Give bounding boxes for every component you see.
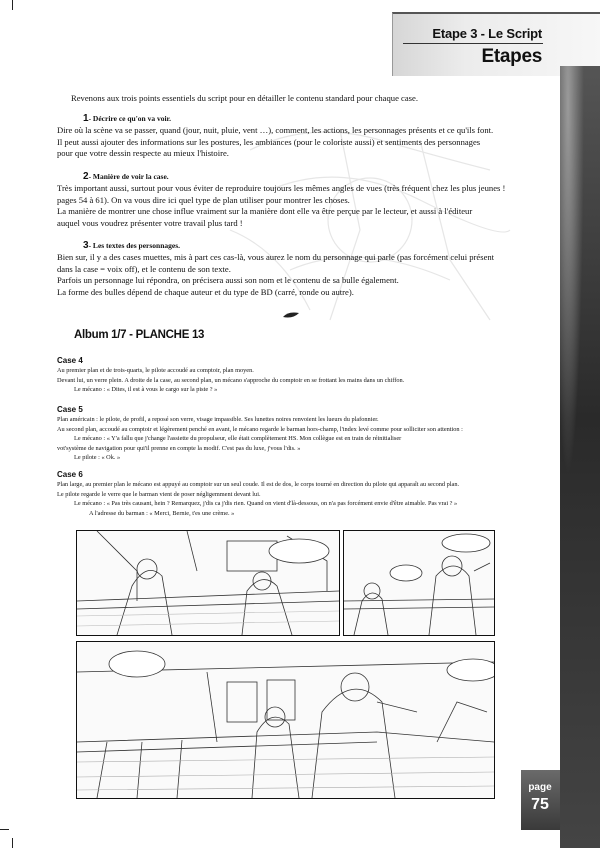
case-5-body (57, 415, 567, 463)
section-3-line: Bien sur, il y a des cases muettes, mis à part ces cas-là, vous aurez le nom du personnage qui parle (pas forcément celui présent (57, 252, 495, 263)
section-2-title (83, 171, 557, 182)
case-4-line: Devant lui, un verre plein. A droite de la case, au second plan, un mécano s'approche du comptoir en se frottant les mains dans un chiffon. (57, 376, 405, 384)
speech-bubble (269, 539, 329, 563)
crop-mark-top-left (12, 0, 13, 10)
header-divider (403, 43, 543, 44)
case-5-line: Plan américain : le pilote, de profil, a reposé son verre, visage impassible. Ses lunettes noires renvoient les lueurs du plafonnier. (57, 416, 379, 423)
section-3-line: dans la case = voix off), et le contenu de son texte. (57, 263, 231, 274)
case-5-line: Au second plan, accoudé au comptoir et légèrement penché en avant, le mécano regarde le barman hors-champ, l'index levé comme pour solliciter son attention : (57, 425, 463, 433)
section-3-heading: - Les textes des personnages. (88, 241, 181, 250)
case-5-title: Case 5 (57, 405, 83, 414)
comic-panel-case-5 (343, 530, 495, 636)
section-1-number: 1 (83, 113, 89, 124)
section-3-line: La forme des bulles dépend de chaque auteur et du type de BD (carré, ronde ou autre). (57, 286, 354, 297)
panel-3-sketch (77, 642, 494, 798)
case-6-body (57, 480, 567, 518)
panel-1-sketch (77, 531, 339, 635)
case-6-line: Plan large, au premier plan le mécano est appuyé au comptoir sur un seul coude. Il est de dos, le corps tourné en direction du pilote qui apparaît au second plan. (57, 481, 460, 488)
case-5-dialogue: Le mécano : « Y'a fallu que j'change l'assiette du propulseur, elle était complètement HS. Mon collègue est en train de réinitialiser (74, 435, 402, 442)
crop-mark-bottom-left (12, 838, 13, 848)
speech-bubble (390, 565, 422, 581)
speech-bubble (109, 651, 165, 677)
case-6-dialogue: Le mécano : « Pas très causant, hein ? Remarquez, j'dis ca j'dis rien. Quand on vient d'là-dessous, on n'a pas forcément envie d'être aimable. Pas vrai ? » (74, 500, 458, 507)
header-subtitle: Etape 3 - Le Script (432, 26, 542, 41)
case-5-dialogue: Le pilote : « Ok. » (74, 454, 121, 461)
section-1-line: Il peut aussi ajouter des informations sur les postures, les ambiances (pour le coloriste aussi) et sentiments des personnages (57, 136, 481, 147)
comic-panel-case-4 (76, 530, 340, 636)
section-1-line: Dire où la scène va se passer, quand (jour, nuit, pluie, vent …), comment, les actions, les personnages présents et ce qu'ils font. (57, 125, 494, 136)
section-2-line: auquel vous voudrez présenter votre travail plus tard ! (57, 217, 243, 228)
speech-bubble (442, 534, 490, 552)
case-4-line: Au premier plan et de trois-quarts, le pilote accoudé au comptoir, plan moyen. (57, 367, 254, 374)
case-4-body (57, 366, 567, 395)
album-title: Album 1/7 - PLANCHE 13 (74, 329, 205, 341)
speech-bubble (447, 659, 494, 681)
section-1-line: pour que votre dessin respecte au mieux l'histoire. (57, 148, 229, 159)
section-3-title (83, 240, 557, 251)
case-6-line: Le pilote regarde le verre que le barman vient de poser négligemment devant lui. (57, 490, 261, 498)
case-4-title: Case 4 (57, 356, 83, 365)
case-4-dialogue: Le mécano : « Dites, il est à vous le cargo sur la piste ? » (74, 386, 218, 393)
page-number: 75 (531, 796, 549, 813)
panel-2-sketch (344, 531, 494, 635)
case-5-line: vot'système de navigation pour qui'il prenne en compte la modif. C'est pas du luxe, j'vous l'dis. » (57, 444, 301, 452)
section-2-line: pages 54 à 61). On va vous dire ici quel type de plan utiliser pour montrer les choses. (57, 194, 350, 205)
section-2-line: Très important aussi, surtout pour vous éviter de reproduire toujours les mêmes angles de vues (très fréquent chez les plus jeunes ! (57, 183, 506, 194)
case-6-title: Case 6 (57, 470, 83, 479)
header-title: Etapes (481, 46, 542, 67)
section-1 (57, 113, 557, 160)
section-2 (57, 171, 557, 229)
section-3 (57, 240, 557, 298)
section-1-heading: - Décrire ce qu'on va voir. (88, 114, 172, 123)
crop-mark-left-mid (0, 829, 9, 830)
section-2-number: 2 (83, 171, 89, 182)
section-2-heading: - Manière de voir la case. (88, 172, 169, 181)
intro-paragraph: Revenons aux trois points essentiels du script pour en détailler le contenu standard pour chaque case. (71, 93, 418, 103)
section-3-number: 3 (83, 240, 89, 251)
section-1-title (83, 113, 557, 124)
section-2-line: La manière de montrer une chose influe vraiment sur la manière dont elle va être perçue par le lecteur, et aussi à l'éditeur (57, 206, 473, 217)
comic-panel-case-6 (76, 641, 495, 799)
page-label: page (528, 782, 552, 793)
leaf-ornament-icon (282, 311, 300, 319)
case-6-dialogue: A l'adresse du barman : « Merci, Bernie, t'es une crème. » (89, 509, 235, 517)
section-3-line: Parfois un personnage lui répondra, on précisera aussi son nom et le contenu de sa bulle également. (57, 275, 399, 286)
